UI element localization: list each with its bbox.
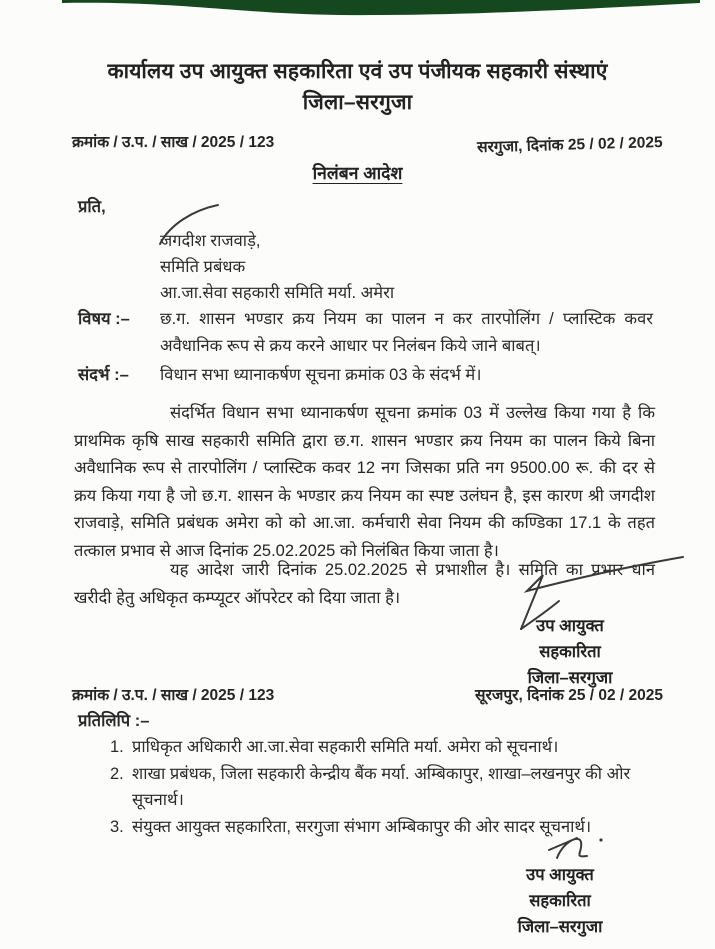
district-line: जिला–सरगुजा [302,91,413,114]
subject-text: छ.ग. शासन भण्डार क्रय नियम का पालन न कर तारपोलिंग / प्लास्टिक कवर अवैधानिक रूप से क्रय करने आधार पर निलंबन किये जाने बाबत्। [160,310,653,355]
addressee-society: आ.जा.सेवा सहकारी समिति मर्या. अमेरा [160,284,395,302]
signatory-block-2 [455,862,665,940]
subject-label: विषय :– [78,310,130,328]
reference-text: विधान सभा ध्यानाकर्षण सूचना क्रमांक 03 के संदर्भ में। [160,366,482,384]
to-label: प्रति, [78,198,106,216]
copies-list [110,734,657,841]
office-title: कार्यालय उप आयुक्त सहकारिता एवं उप पंजीयक सहकारी संस्थाएं [107,60,608,83]
reference-row-top [72,130,664,157]
signatory-dept: सहकारिता [529,892,591,910]
signatory-post: उप आयुक्त [536,617,604,635]
copy-item-number: 1. [110,738,124,756]
body-paragraph-1: संदर्भित विधान सभा ध्यानाकर्षण सूचना क्रमांक 03 में उल्लेख किया गया है कि प्राथमिक कृषि साख सहकारी समिति द्वारा छ.ग. शासन भण्डार क्रय नियम का पालन किये बिना अवैधानिक रूप से तारपोलिंग / प्लास्टिक कवर 12 नग जिसका प्रति नग 9500.00 रू. की दर से क्रय किया गया है जो छ.ग. शासन के भण्डार क्रय नियम का स्पष्ट उलंघन है, इस कारण श्री जगदीश राजवाड़े, समिति प्रबंधक अमेरा को को आ.जा. कर्मचारी सेवा नियम की कण्डिका 17.1 के तहत तत्काल प्रभाव से आज दिनांक 25.02.2025 को निलंबित किया जाता है। [74,404,655,560]
scan-artifact-green-bar [0,0,715,22]
copy-item [110,761,657,813]
signatory-district: जिला–सरगुजा [527,669,613,687]
document-title: निलंबन आदेश [312,163,403,183]
reference-row-bottom [72,683,663,705]
place-date-top: सरगुजा, दिनांक 25 / 02 / 2025 [477,134,664,157]
signatory-district: जिला–सरगुजा [517,918,603,936]
letter-number-bottom: क्रमांक / उ.प. / साख / 2025 / 123 [72,687,275,704]
copies-label: प्रतिलिपि :– [78,712,150,730]
letterhead [0,56,715,118]
addressee-name: जगदीश राजवाड़े, [160,232,261,250]
copy-item-text: संयुक्त आयुक्त सहकारिता, सरगुजा संभाग अम्बिकापुर की ओर सादर सूचनार्थ। [132,818,592,836]
copy-item-text: प्राधिकृत अधिकारी आ.जा.सेवा सहकारी समिति मर्या. अमेरा को सूचनार्थ। [132,738,559,756]
copy-item [110,734,657,760]
letter-number-top: क्रमांक / उ.प. / साख / 2025 / 123 [72,134,275,151]
addressee-designation: समिति प्रबंधक [160,258,246,276]
signatory-post: उप आयुक्त [526,866,594,884]
place-date-bottom: सूरजपुर, दिनांक 25 / 02 / 2025 [475,687,663,704]
reference-label: संदर्भ :– [78,366,129,384]
copy-item-text: शाखा प्रबंधक, जिला सहकारी केन्द्रीय बैंक मर्या. अम्बिकापुर, शाखा–लखनपुर की ओर सूचनार्थ। [132,765,631,809]
signatory-dept: सहकारिता [539,643,601,661]
copy-item-number: 3. [110,818,124,836]
addressee-block [160,228,394,306]
sd-signature-mark [543,830,633,864]
body-paragraph-2: यह आदेश जारी दिनांक 25.02.2025 से प्रभाशील है। समिति का प्रभार धान खरीदी हेतु अधिकृत कम्प्यूटर ऑपरेटर को दिया जाता है। [74,561,655,607]
signatory-block-1 [465,613,675,691]
copy-item-number: 2. [110,765,124,783]
